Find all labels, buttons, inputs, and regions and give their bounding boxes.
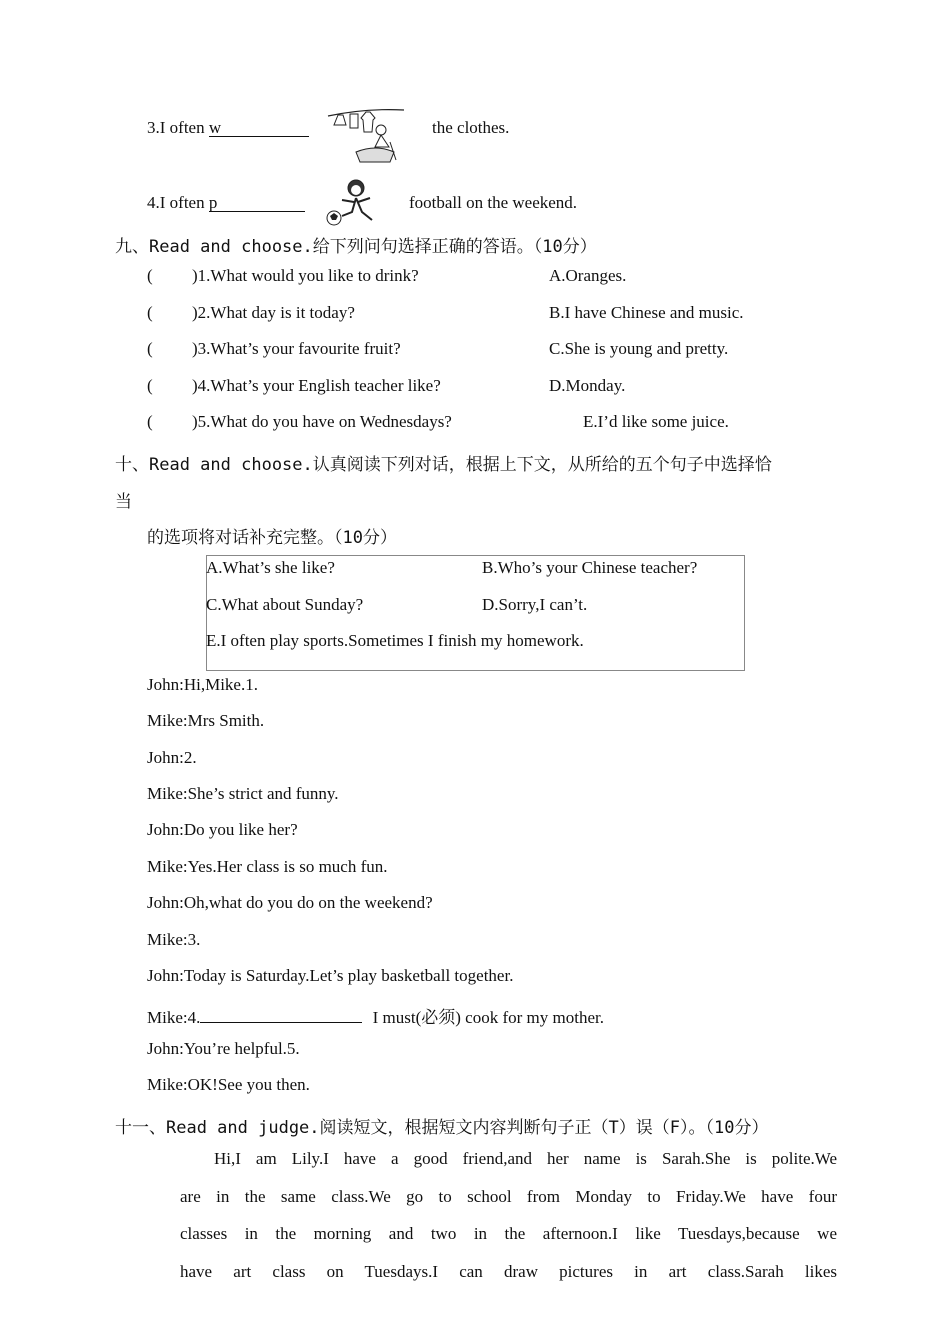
question-text: )4.What’s your English teacher like? — [192, 376, 441, 395]
fill-item-3 — [147, 118, 309, 138]
answer-blank[interactable]: p — [209, 193, 305, 212]
option-d: D.Sorry,I can’t. — [482, 595, 588, 614]
answer-option: C.She is young and pretty. — [549, 339, 729, 358]
answer-paren[interactable]: ( — [147, 266, 153, 285]
section-11-title: 十一、Read and judge.阅读短文，根据短文内容判断句子正（T）误（F）。（10分） — [115, 1118, 769, 1138]
dialogue-line: John:Oh,what do you do on the weekend? — [147, 893, 433, 912]
dialogue-line: Mike:OK!See you then. — [147, 1075, 310, 1094]
option-c: C.What about Sunday? — [206, 595, 364, 614]
answer-option: A.Oranges. — [549, 266, 627, 285]
answer-paren[interactable]: ( — [147, 303, 153, 322]
dialogue-line: Mike:3. — [147, 930, 201, 949]
answer-blank[interactable] — [200, 1004, 362, 1023]
dialogue-line: John:You’re helpful.5. — [147, 1039, 300, 1058]
dialogue-line: Mike:She’s strict and funny. — [147, 784, 339, 803]
fill-item-prefix: 3.I often — [147, 118, 205, 137]
answer-option: E.I’d like some juice. — [583, 412, 729, 431]
answer-option: D.Monday. — [549, 376, 626, 395]
option-b: B.Who’s your Chinese teacher? — [482, 558, 698, 577]
fill-item-prefix: 4.I often — [147, 193, 205, 212]
passage-line: have art class on Tuesdays.I can draw pictures in art class.Sarah likes — [180, 1261, 837, 1281]
question-text: )5.What do you have on Wednesdays? — [192, 412, 452, 431]
answer-paren[interactable]: ( — [147, 339, 153, 358]
dialogue-line: John:Do you like her? — [147, 820, 298, 839]
washing-clothes-picture — [326, 106, 406, 168]
question-text: )3.What’s your favourite fruit? — [192, 339, 401, 358]
answer-option: B.I have Chinese and music. — [549, 303, 744, 322]
dialogue-speaker: Mike:4. — [147, 1008, 201, 1027]
section-9-title: 九、Read and choose.给下列问句选择正确的答语。（10分） — [115, 237, 597, 257]
question-text: )2.What day is it today? — [192, 303, 355, 322]
question-row — [147, 266, 153, 286]
passage-line: Hi,I am Lily.I have a good friend,and her name is Sarah.She is polite.We — [214, 1149, 837, 1168]
dialogue-line — [147, 1003, 604, 1028]
fill-item-3-rest: the clothes. — [432, 118, 510, 137]
option-a: A.What’s she like? — [206, 558, 335, 577]
reading-passage — [180, 1140, 837, 1290]
question-row — [147, 339, 153, 359]
section-10-title: 十、Read and choose.认真阅读下列对话，根据上下文，从所给的五个句子中选择恰 — [115, 455, 772, 475]
question-row — [147, 376, 153, 396]
playing-football-picture — [324, 178, 384, 228]
fill-item-4-rest: football on the weekend. — [409, 193, 578, 212]
answer-paren[interactable]: ( — [147, 376, 153, 395]
passage-line: classes in the morning and two in the afternoon.I like Tuesdays,because we — [180, 1224, 837, 1243]
answer-blank[interactable]: w — [209, 118, 309, 137]
dialogue-rest: I must(必须) cook for my mother. — [372, 1008, 604, 1027]
question-row — [147, 412, 153, 432]
question-row — [147, 303, 153, 323]
section-10-instructions: 的选项将对话补充完整。（10分） — [147, 528, 397, 548]
dialogue-line: Mike:Mrs Smith. — [147, 711, 265, 730]
dialogue-line: John:2. — [147, 748, 197, 767]
option-e: E.I often play sports.Sometimes I finish my homework. — [206, 631, 584, 650]
dialogue-line: Mike:Yes.Her class is so much fun. — [147, 857, 388, 876]
passage-line: are in the same class.We go to school from Monday to Friday.We have four — [180, 1186, 837, 1206]
dialogue-line: John:Today is Saturday.Let’s play basketball together. — [147, 966, 514, 985]
fill-item-4 — [147, 193, 305, 213]
dialogue-line: John:Hi,Mike.1. — [147, 675, 258, 694]
question-text: )1.What would you like to drink? — [192, 266, 419, 285]
section-10-title-cont: 当 — [115, 492, 132, 512]
answer-paren[interactable]: ( — [147, 412, 153, 431]
